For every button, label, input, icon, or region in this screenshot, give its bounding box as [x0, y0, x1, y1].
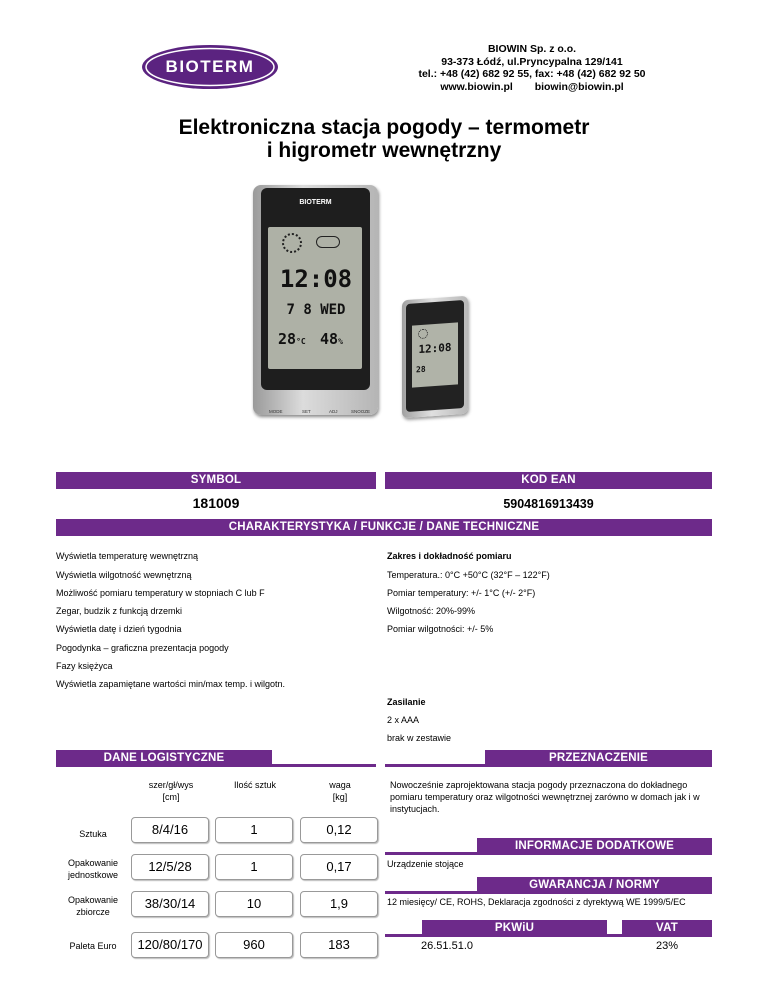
logistics-col-dims: szer/gł/wys [cm] [148, 780, 194, 802]
feature-item: Wyświetla temperaturę wewnętrzną [56, 551, 198, 561]
symbol-value: 181009 [192, 495, 240, 511]
company-logo [141, 44, 279, 90]
warranty-text: 12 miesięcy/ CE, ROHS, Deklaracja zgodności z dyrektywą WE 1999/5/EC [387, 897, 686, 907]
logistics-cell-weight: 183 [300, 932, 378, 958]
logistics-header-rule [272, 764, 376, 767]
feature-item: Możliwość pomiaru temperatury w stopniach C lub F [56, 588, 265, 598]
vat-header: VAT [622, 920, 712, 937]
company-address: 93-373 Łódź, ul.Pryncypalna 129/141 [441, 55, 623, 68]
logistics-cell-weight: 1,9 [300, 891, 378, 917]
small-device [402, 296, 468, 419]
additional-text: Urządzenie stojące [387, 859, 464, 869]
logistics-cell-qty: 1 [215, 817, 293, 843]
pkwiu-header-rule [385, 934, 422, 937]
warranty-header-rule [385, 891, 477, 894]
large-humidity: 48 [320, 330, 339, 348]
logistics-cell-qty: 1 [215, 854, 293, 880]
purpose-text: Nowocześnie zaprojektowana stacja pogody przeznaczona do dokładnego pomiaru temperatury oraz wilgotności wewnętrznej zarówno w domach jak i w instytucjach. [390, 780, 700, 814]
logistics-row-label: Paleta Euro [69, 941, 117, 951]
range-heading: Zakres i dokładność pomiaru [387, 551, 512, 561]
warranty-header: GWARANCJA / NORMY [477, 877, 712, 894]
large-device-brand: BIOTERM [299, 199, 332, 206]
logistics-cell-qty: 10 [215, 891, 293, 917]
page-title-line2: i higrometr wewnętrzny [266, 139, 502, 162]
vat-value: 23% [655, 940, 679, 952]
large-date: 7 8 WED [286, 302, 346, 318]
logistics-cell-dims: 38/30/14 [131, 891, 209, 917]
additional-header-rule [385, 852, 477, 855]
company-email[interactable]: biowin@biowin.pl [534, 80, 624, 93]
device-button-set: SET [302, 409, 311, 414]
pkwiu-header: PKWiU [422, 920, 607, 937]
logo-text: BIOTERM [165, 57, 255, 76]
range-item: Pomiar temperatury: +/- 1°C (+/- 2°F) [387, 588, 536, 598]
small-time: 12:08 [418, 340, 452, 357]
logistics-cell-weight: 0,17 [300, 854, 378, 880]
company-info [362, 43, 702, 93]
large-temp-unit: °C [296, 337, 306, 346]
feature-item: Fazy księżyca [56, 661, 113, 671]
company-website[interactable]: www.biowin.pl [440, 80, 513, 93]
feature-item: Pogodynka – graficzna prezentacja pogody [56, 643, 229, 653]
power-item: 2 x AAA [387, 715, 420, 725]
logistics-cell-weight: 0,12 [300, 817, 378, 843]
purpose-header-rule [385, 764, 485, 767]
logistics-row-label: Opakowanie jednostkowe [67, 858, 119, 880]
symbol-header: SYMBOL [56, 472, 376, 489]
purpose-header: PRZEZNACZENIE [485, 750, 712, 767]
logistics-cell-dims: 120/80/170 [131, 932, 209, 958]
range-item: Pomiar wilgotności: +/- 5% [387, 624, 494, 634]
company-phones: tel.: +48 (42) 682 92 55, fax: +48 (42) 682 92 50 [418, 68, 646, 80]
feature-item: Wyświetla wilgotność wewnętrzną [56, 570, 192, 580]
additional-header: INFORMACJE DODATKOWE [477, 838, 712, 855]
large-device [253, 185, 378, 415]
device-button-snooze: SNOOZE [351, 409, 371, 414]
page-title [84, 116, 684, 162]
device-button-adj: ADJ [329, 409, 338, 414]
page-title-line1: Elektroniczna stacja pogody – termometr [178, 116, 590, 139]
large-time: 12:08 [279, 265, 353, 293]
sun-icon [282, 233, 302, 253]
logistics-cell-dims: 12/5/28 [131, 854, 209, 880]
logistics-row-label: Opakowanie zbiorcze [67, 895, 119, 917]
features-header: CHARAKTERYSTYKA / FUNKCJE / DANE TECHNICZNE [56, 519, 712, 536]
logistics-cell-qty: 960 [215, 932, 293, 958]
company-name: BIOWIN Sp. z o.o. [487, 43, 577, 55]
vat-header-rule [607, 934, 622, 937]
feature-item: Wyświetla datę i dzień tygodnia [56, 624, 182, 634]
pkwiu-value: 26.51.51.0 [421, 940, 473, 952]
power-item: brak w zestawie [387, 733, 452, 743]
device-buttons [253, 400, 378, 420]
logistics-col-weight: waga [kg] [329, 780, 351, 802]
power-heading: Zasilanie [387, 697, 426, 707]
range-item: Temperatura.: 0°C +50°C (32°F – 122°F) [387, 570, 550, 580]
ean-value: 5904816913439 [503, 497, 594, 511]
logistics-col-qty: Ilość sztuk [233, 780, 276, 790]
device-button-mode: MODE [269, 409, 283, 414]
logistics-cell-dims: 8/4/16 [131, 817, 209, 843]
range-item: Wilgotność: 20%-99% [387, 606, 476, 616]
logistics-header: DANE LOGISTYCZNE [56, 750, 272, 767]
feature-item: Wyświetla zapamiętane wartości min/max temp. i wilgotn. [56, 679, 285, 689]
feature-item: Zegar, budzik z funkcją drzemki [56, 606, 183, 616]
large-humidity-unit: % [338, 337, 343, 346]
large-temp: 28 [278, 330, 297, 348]
small-temp: 28 [416, 364, 426, 375]
large-device-screen [268, 227, 362, 369]
logistics-row-label: Sztuka [79, 829, 107, 839]
cloud-icon [316, 236, 340, 248]
product-image [240, 180, 500, 442]
ean-header: KOD EAN [385, 472, 712, 489]
